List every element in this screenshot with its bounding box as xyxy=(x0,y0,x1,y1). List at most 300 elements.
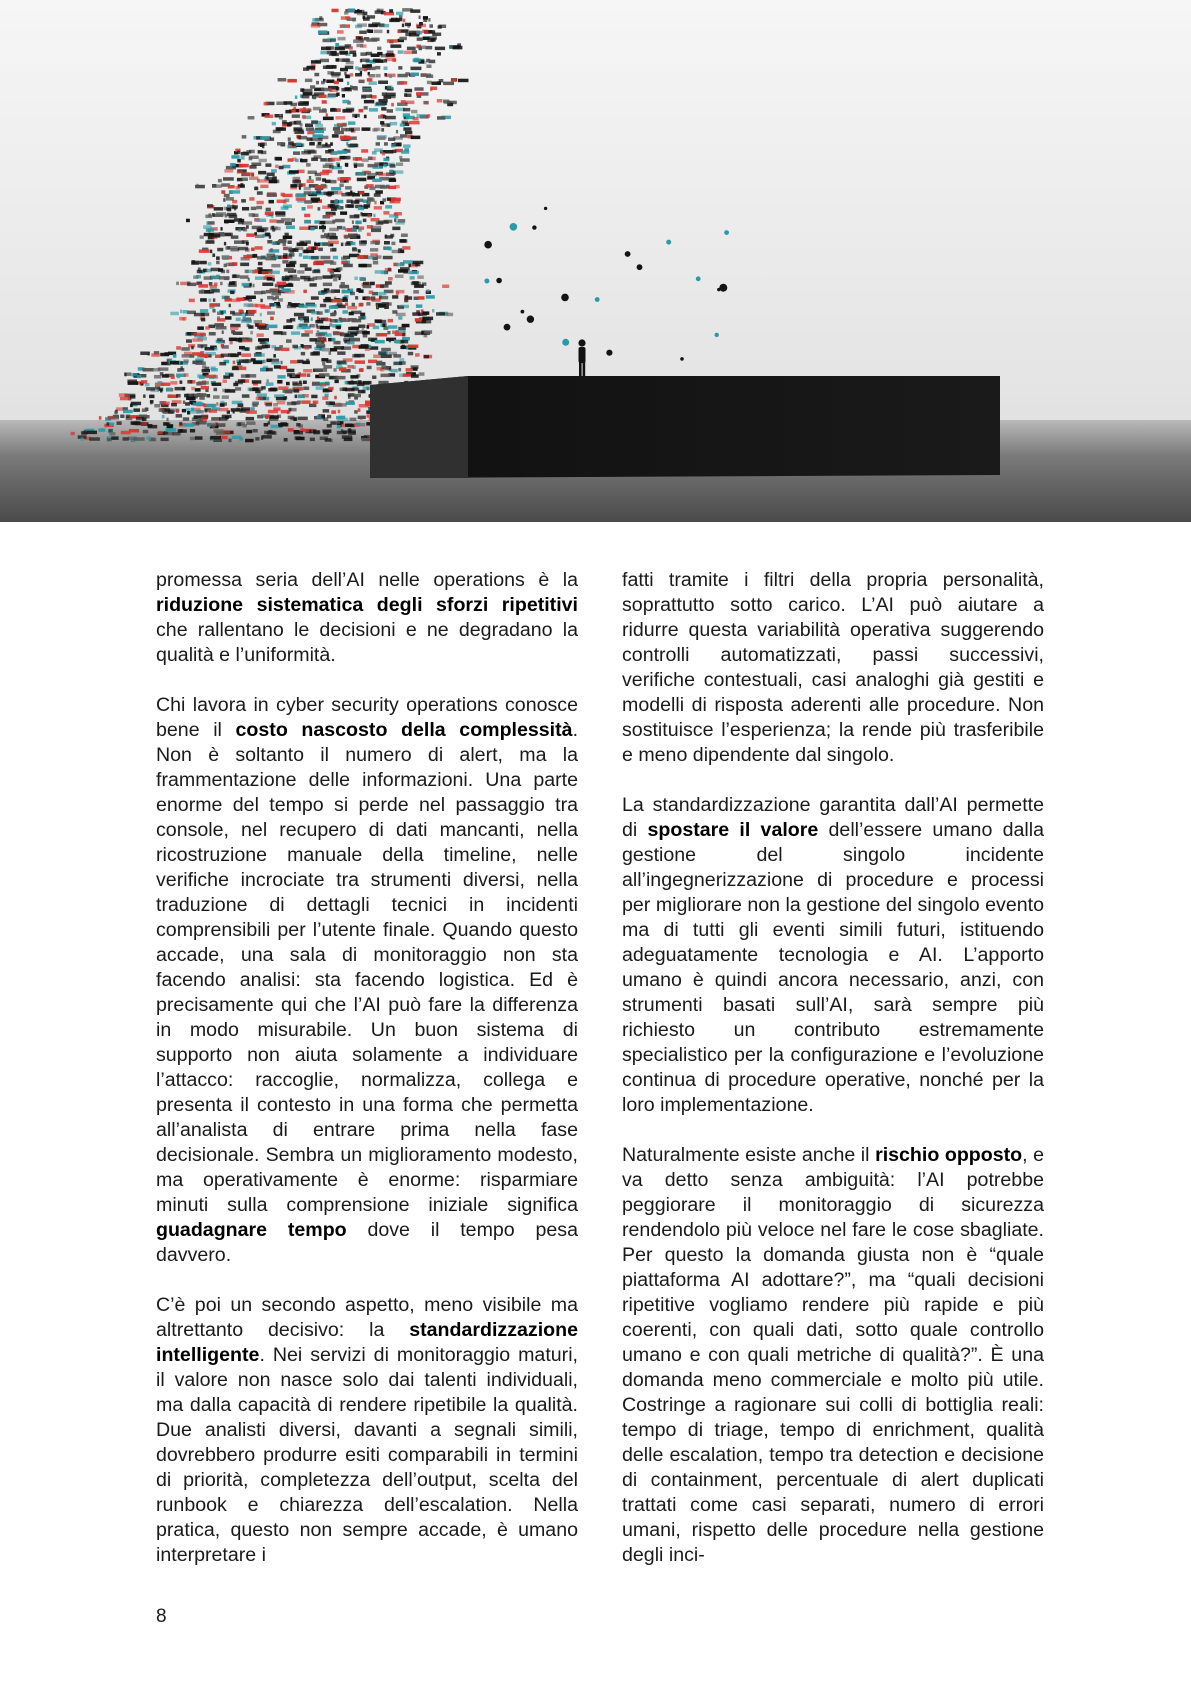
particle xyxy=(341,346,351,350)
particle xyxy=(271,264,280,268)
particle xyxy=(269,219,277,223)
paragraph xyxy=(156,693,578,1268)
particle xyxy=(390,44,401,48)
particle xyxy=(336,376,345,380)
particle xyxy=(361,95,370,99)
particle xyxy=(216,261,220,265)
particle xyxy=(360,416,363,420)
particle xyxy=(158,431,163,435)
particle xyxy=(279,166,284,170)
particle xyxy=(398,66,402,70)
particle xyxy=(278,423,288,427)
particle xyxy=(201,345,203,349)
particle xyxy=(348,395,351,399)
particle xyxy=(359,242,366,246)
particle xyxy=(426,65,431,69)
particle xyxy=(182,354,192,358)
particle xyxy=(334,131,344,135)
particle xyxy=(344,334,354,338)
particle xyxy=(270,248,273,252)
particle xyxy=(177,368,181,372)
particle xyxy=(228,185,235,189)
particle xyxy=(413,290,419,294)
particle xyxy=(201,386,209,390)
particle xyxy=(343,310,348,314)
particle xyxy=(381,128,384,132)
floating-dot xyxy=(521,310,525,314)
particle xyxy=(299,227,309,231)
particle xyxy=(260,185,268,189)
particle xyxy=(416,304,423,308)
particle xyxy=(270,289,277,293)
particle xyxy=(426,46,433,50)
particle xyxy=(269,180,278,184)
particle xyxy=(359,368,364,372)
particle xyxy=(415,263,418,267)
particle xyxy=(229,373,234,377)
particle xyxy=(369,187,375,191)
particle xyxy=(301,159,308,163)
particle xyxy=(343,297,347,301)
particle xyxy=(214,283,218,287)
particle xyxy=(336,341,341,345)
particle xyxy=(255,246,263,250)
particle xyxy=(367,233,371,237)
particle xyxy=(316,81,319,85)
particle xyxy=(166,388,172,392)
particle xyxy=(367,325,370,329)
particle xyxy=(220,311,223,315)
particle xyxy=(137,375,141,379)
particle xyxy=(239,346,245,350)
particle xyxy=(442,285,449,289)
particle xyxy=(283,253,287,257)
particle xyxy=(316,177,321,181)
particle xyxy=(353,53,357,57)
particle xyxy=(388,319,394,323)
particle xyxy=(205,409,208,413)
particle xyxy=(120,397,130,401)
particle xyxy=(421,92,428,96)
particle xyxy=(267,173,275,177)
particle xyxy=(330,51,336,55)
particle xyxy=(315,320,323,324)
particle xyxy=(384,67,388,71)
particle xyxy=(206,375,217,379)
particle xyxy=(262,345,271,349)
particle xyxy=(337,164,340,168)
particle xyxy=(345,204,354,208)
particle xyxy=(197,393,206,397)
particle xyxy=(211,268,220,272)
particle xyxy=(326,113,328,117)
particle xyxy=(129,429,139,433)
particle xyxy=(181,366,183,370)
particle xyxy=(388,138,395,142)
particle xyxy=(292,180,301,184)
particle xyxy=(430,88,432,92)
particle xyxy=(408,345,419,349)
particle xyxy=(392,295,398,299)
particle xyxy=(403,19,406,23)
particle xyxy=(271,169,277,173)
particle xyxy=(362,89,372,93)
particle xyxy=(421,73,431,77)
particle xyxy=(403,113,410,117)
particle xyxy=(124,372,131,376)
particle xyxy=(271,292,281,296)
particle xyxy=(391,369,398,373)
particle xyxy=(237,151,240,155)
particle xyxy=(329,228,339,232)
particle xyxy=(190,437,196,441)
particle xyxy=(277,401,286,405)
particle xyxy=(143,430,148,434)
particle xyxy=(293,248,299,252)
particle xyxy=(296,197,306,201)
particle xyxy=(366,302,370,306)
particle xyxy=(413,117,419,121)
particle xyxy=(225,214,228,218)
particle xyxy=(334,200,338,204)
particle xyxy=(208,262,212,266)
particle xyxy=(359,191,364,195)
particle xyxy=(213,298,215,302)
particle xyxy=(336,116,346,120)
particle xyxy=(222,395,229,399)
particle xyxy=(175,387,185,391)
particle xyxy=(203,225,212,229)
particle xyxy=(363,219,367,223)
particle xyxy=(257,179,268,183)
particle xyxy=(150,401,152,405)
particle xyxy=(401,100,406,104)
particle xyxy=(275,114,280,118)
particle xyxy=(322,178,326,182)
particle xyxy=(311,296,319,300)
particle xyxy=(345,163,349,167)
particle xyxy=(367,173,376,177)
particle xyxy=(206,404,216,408)
particle xyxy=(398,316,402,320)
particle xyxy=(269,211,274,215)
particle xyxy=(282,120,287,124)
body-text: Naturalmente esiste anche il xyxy=(622,1144,876,1166)
particle xyxy=(413,58,421,62)
particle xyxy=(207,394,211,398)
particle xyxy=(253,429,258,433)
particle xyxy=(357,178,367,182)
particle xyxy=(392,250,401,254)
particle xyxy=(373,261,378,265)
particle xyxy=(233,361,236,365)
particle xyxy=(216,402,218,406)
particle xyxy=(391,242,395,246)
particle xyxy=(352,114,360,118)
particle xyxy=(342,424,345,428)
body-text: fatti tramite i filtri della propria personalità, soprattutto sotto carico. L’AI può aiutare a ridurre questa variabilità operativa suggerendo controlli automatizzati, passi successivi, verifiche contestuali, casi analoghi già gestiti e modelli di risposta aderenti alle procedure. Non sostituisce l’esperienza; la rende più trasferibile e meno dipendente dal singolo. xyxy=(622,569,1044,766)
particle xyxy=(392,227,400,231)
particle xyxy=(290,417,297,421)
particle xyxy=(312,18,318,22)
particle xyxy=(320,383,326,387)
particle xyxy=(297,400,302,404)
particle xyxy=(267,311,275,315)
particle xyxy=(286,226,295,230)
particle xyxy=(209,282,213,286)
particle xyxy=(300,276,310,280)
particle xyxy=(416,92,422,96)
particle xyxy=(253,361,262,365)
particle xyxy=(151,353,160,357)
block-side xyxy=(370,376,468,478)
particle xyxy=(376,222,384,226)
particle xyxy=(328,241,339,245)
particle xyxy=(229,190,240,194)
particle xyxy=(302,400,311,404)
particle xyxy=(427,39,434,43)
particle xyxy=(249,213,254,217)
particle xyxy=(311,247,316,251)
particle xyxy=(320,59,329,63)
particle xyxy=(229,338,235,342)
particle xyxy=(316,333,325,337)
particle xyxy=(385,116,396,120)
particle xyxy=(337,326,340,330)
particle xyxy=(374,206,382,210)
particle xyxy=(289,408,291,412)
particle xyxy=(256,219,266,223)
particle xyxy=(329,305,338,309)
particle xyxy=(194,333,205,337)
particle xyxy=(402,333,405,337)
particle xyxy=(216,431,225,435)
particle xyxy=(345,381,348,385)
particle xyxy=(298,417,308,421)
particle xyxy=(347,156,351,160)
particle xyxy=(241,353,251,357)
particle xyxy=(405,33,411,37)
particle xyxy=(180,282,187,286)
particle xyxy=(212,184,222,188)
particle xyxy=(354,164,357,168)
particle xyxy=(256,397,263,401)
particle xyxy=(363,334,368,338)
particle xyxy=(266,257,277,261)
particle xyxy=(375,185,385,189)
particle xyxy=(326,80,334,84)
particle xyxy=(328,268,333,272)
particle xyxy=(363,381,372,385)
body-text: . Nei servizi di monitoraggio maturi, il valore non nasce solo dai talenti individuali, ma dalla capacità di rendere ripetibile la qualità. Due analisti diversi, davanti a segnali simili, dovrebbero produrre esiti comparabili in termini di priorità, completezza dell’output, scelta del runbook e chiarezza dell’escalation. Nella pratica, questo non sempre accade, è umano interpretare i xyxy=(156,1344,578,1566)
particle xyxy=(301,352,305,356)
particle xyxy=(108,416,119,420)
particle xyxy=(389,9,393,13)
floating-dot xyxy=(527,316,534,323)
particle xyxy=(246,430,252,434)
particle xyxy=(120,415,124,419)
particle xyxy=(348,121,355,125)
particle xyxy=(161,383,170,387)
particle xyxy=(356,44,363,48)
particle xyxy=(411,374,419,378)
particle xyxy=(315,124,323,128)
particle xyxy=(272,242,278,246)
particle xyxy=(284,438,288,442)
particle xyxy=(109,432,115,436)
particle xyxy=(331,108,336,112)
particle xyxy=(399,358,404,362)
particle xyxy=(322,225,325,229)
particle xyxy=(289,170,299,174)
particle xyxy=(355,296,358,300)
particle xyxy=(339,367,347,371)
particle xyxy=(167,418,169,422)
particle xyxy=(377,135,387,139)
particle xyxy=(426,295,435,299)
particle xyxy=(170,381,177,385)
particle xyxy=(237,159,241,163)
particle xyxy=(143,368,146,372)
particle xyxy=(227,204,230,208)
particle xyxy=(246,421,255,425)
particle xyxy=(98,428,105,432)
particle xyxy=(298,103,309,107)
particle xyxy=(358,228,362,232)
particle xyxy=(383,164,387,168)
particle xyxy=(321,47,331,51)
particle xyxy=(270,388,277,392)
particle xyxy=(337,425,341,429)
particle xyxy=(225,316,231,320)
particle xyxy=(190,410,200,414)
floating-dot xyxy=(696,276,701,281)
particle xyxy=(330,88,333,92)
particle xyxy=(382,152,385,156)
particle xyxy=(302,207,306,211)
particle xyxy=(273,403,278,407)
particle xyxy=(320,326,330,330)
particle xyxy=(322,144,331,148)
particle xyxy=(249,150,255,154)
bold-highlight: riduzione sistematica degli sforzi ripetitivi xyxy=(156,594,578,616)
particle xyxy=(190,429,195,433)
particle xyxy=(370,241,380,245)
particle xyxy=(315,368,323,372)
particle xyxy=(200,298,207,302)
particle xyxy=(244,303,254,307)
particle xyxy=(381,374,390,378)
particle xyxy=(260,368,266,372)
particle xyxy=(222,345,229,349)
particle xyxy=(403,373,412,377)
particle xyxy=(375,340,385,344)
particle xyxy=(407,47,416,51)
particle xyxy=(246,233,254,237)
particle xyxy=(294,389,300,393)
particle xyxy=(371,297,374,301)
particle xyxy=(278,386,288,390)
particle xyxy=(320,304,326,308)
particle xyxy=(351,388,359,392)
particle xyxy=(358,408,361,412)
particle xyxy=(290,277,300,281)
body-text: che rallentano le decisioni e ne degradano la qualità e l’uniformità. xyxy=(156,619,578,666)
particle xyxy=(307,137,313,141)
particle xyxy=(280,114,283,118)
particle xyxy=(109,423,114,427)
particle xyxy=(323,417,328,421)
particle xyxy=(298,136,308,140)
particle xyxy=(443,82,454,86)
particle xyxy=(375,59,383,63)
particle xyxy=(186,397,196,401)
particle xyxy=(332,151,342,155)
particle xyxy=(246,410,257,414)
particle xyxy=(229,215,238,219)
particle xyxy=(399,340,408,344)
particle xyxy=(303,256,309,260)
particle xyxy=(347,365,353,369)
particle xyxy=(423,317,434,321)
particle xyxy=(332,299,342,303)
particle xyxy=(314,130,325,134)
particle xyxy=(257,333,264,337)
particle xyxy=(182,409,186,413)
particle xyxy=(311,395,317,399)
floating-dot xyxy=(484,279,489,284)
particle xyxy=(340,136,350,140)
bold-highlight: rischio opposto xyxy=(875,1144,1023,1166)
particle xyxy=(246,296,256,300)
bold-highlight: costo nascosto della complessità xyxy=(235,719,573,741)
particle xyxy=(195,436,203,440)
particle xyxy=(276,127,284,131)
particle xyxy=(335,47,345,51)
particle xyxy=(194,313,205,317)
particle xyxy=(184,423,194,427)
particle xyxy=(367,214,371,218)
particle xyxy=(265,212,269,216)
particle xyxy=(325,438,332,442)
particle xyxy=(291,218,295,222)
particle xyxy=(330,158,341,162)
particle xyxy=(341,16,350,20)
particle xyxy=(378,304,386,308)
particle xyxy=(292,381,298,385)
particle xyxy=(419,372,425,376)
particle xyxy=(315,185,325,189)
particle xyxy=(332,338,336,342)
particle xyxy=(229,281,235,285)
particle xyxy=(300,108,310,112)
particle xyxy=(390,178,396,182)
particle xyxy=(376,142,380,146)
particle xyxy=(235,186,240,190)
particle xyxy=(426,101,428,105)
particle xyxy=(377,320,387,324)
particle xyxy=(234,240,244,244)
particle xyxy=(226,263,234,267)
particle xyxy=(242,394,250,398)
particle xyxy=(245,439,254,443)
particle xyxy=(281,361,283,365)
particle xyxy=(396,263,404,267)
particle xyxy=(331,208,337,212)
particle xyxy=(323,365,332,369)
particle xyxy=(196,382,206,386)
particle xyxy=(319,373,330,377)
